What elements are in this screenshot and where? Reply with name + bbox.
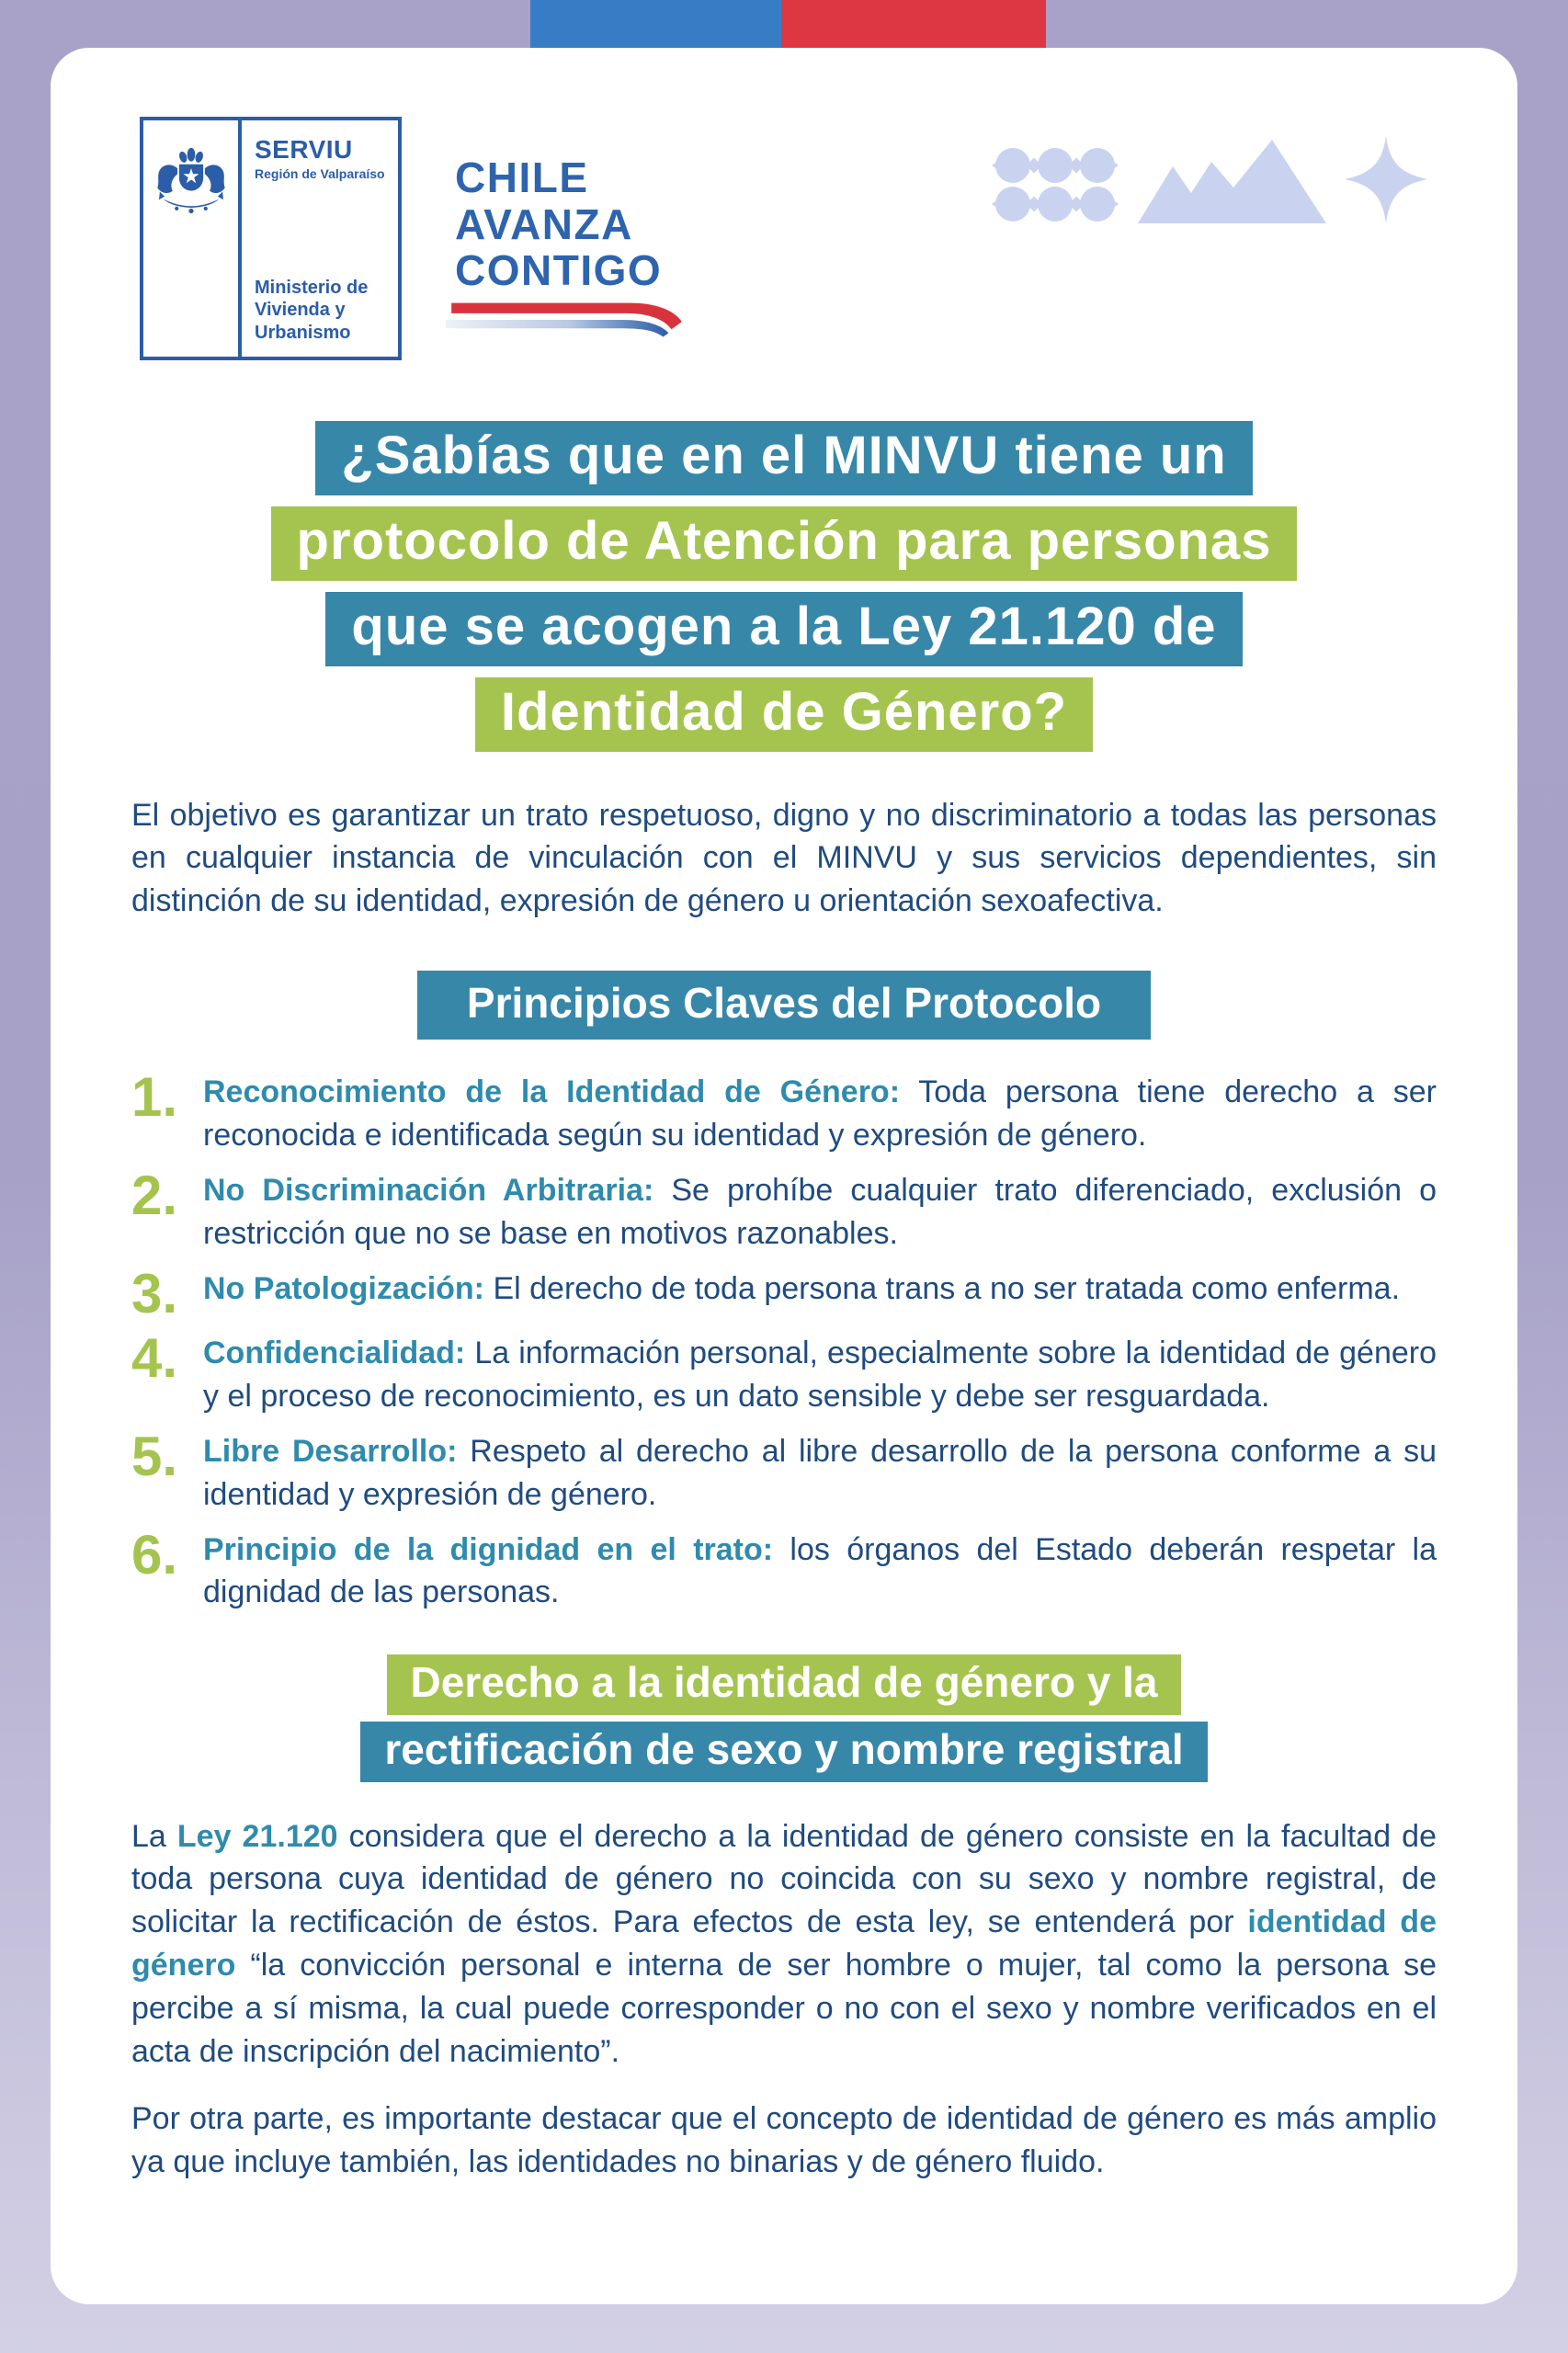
title-line-row-4 bbox=[131, 677, 1437, 752]
principle-item-6 bbox=[131, 1523, 1437, 1615]
brand-line-3: CONTIGO bbox=[455, 246, 663, 295]
body-text: La bbox=[131, 1818, 177, 1854]
principle-text: Principio de la dignidad en el trato: los órganos del Estado deberán respetar la dignidad de las personas. bbox=[203, 1531, 1437, 1610]
title-line-4: Identidad de Género? bbox=[475, 677, 1093, 752]
rights-heading-line-2: rectificación de sexo y nombre registral bbox=[360, 1722, 1207, 1782]
rights-heading bbox=[131, 1654, 1437, 1781]
keyword-text: identidad de género bbox=[131, 1904, 1437, 1984]
principle-text: Libre Desarrollo: Respeto al derecho al libre desarrollo de la persona conforme a su identidad y expresión de género. bbox=[203, 1433, 1437, 1512]
mountains-icon bbox=[1138, 136, 1326, 223]
principle-label: No Patologización: bbox=[203, 1270, 484, 1306]
principle-label: No Discriminación Arbitraria: bbox=[203, 1173, 654, 1209]
principles-heading-wrap bbox=[131, 971, 1437, 1040]
body-text: considera que el derecho a la identidad de género consiste en la facultad de toda persona cuya identidad de género no coincida con su sexo y nombre registral, de solicitar la rectificación de éstos. Para efectos de esta ley, se entenderá por bbox=[131, 1818, 1437, 1940]
logo-emblem-cell bbox=[143, 120, 242, 357]
principle-text: No Discriminación Arbitraria: Se prohíbe cualquier trato diferenciado, exclusión o restricción que no se base en motivos razonables. bbox=[203, 1173, 1437, 1251]
principle-text: Confidencialidad: La información personal, especialmente sobre la identidad de género y el proceso de reconocimiento, es un dato sensible y debe ser resguardada. bbox=[203, 1335, 1437, 1414]
rights-heading-row-2 bbox=[131, 1722, 1437, 1782]
brand-line-1: CHILE bbox=[455, 153, 589, 201]
principle-number: 4. bbox=[131, 1326, 178, 1389]
intro-paragraph: El objetivo es garantizar un trato respetuoso, digno y no discriminatorio a todas las personas en cualquier instancia de vinculación con el MINVU y sus servicios dependientes, sin distinción de su identidad, expresión de género u orientación sexoafectiva. bbox=[131, 797, 1437, 919]
principle-number: 2. bbox=[131, 1165, 178, 1227]
title-line-row-1 bbox=[131, 421, 1437, 495]
title-line-1: ¿Sabías que en el MINVU tiene un bbox=[315, 421, 1252, 495]
brand-line-2: AVANZA bbox=[455, 199, 633, 248]
principle-label: Libre Desarrollo: bbox=[203, 1433, 458, 1469]
principle-label: Principio de la dignidad en el trato: bbox=[203, 1531, 774, 1567]
decorative-shapes bbox=[991, 136, 1427, 223]
rights-paragraph-1 bbox=[131, 1815, 1437, 2074]
principle-number: 5. bbox=[131, 1425, 178, 1487]
rights-heading-row-1 bbox=[131, 1654, 1437, 1715]
brand-swoosh-icon bbox=[446, 298, 690, 338]
principles-heading: Principios Claves del Protocolo bbox=[417, 971, 1151, 1040]
serviu-logo bbox=[140, 117, 402, 360]
principle-text: Reconocimiento de la Identidad de Género: Toda persona tiene derecho a ser reconocida e identificada según su identidad y expresión de género. bbox=[203, 1074, 1437, 1154]
principle-number: 6. bbox=[131, 1523, 178, 1586]
rights-heading-line-1: Derecho a la identidad de género y la bbox=[387, 1654, 1182, 1715]
main-title bbox=[131, 421, 1437, 752]
logo-ministry-label: Ministerio de Vivienda y Urbanismo bbox=[255, 277, 369, 343]
principle-item-1 bbox=[131, 1066, 1437, 1157]
chile-avanza-contigo-logo bbox=[455, 154, 662, 294]
principle-text: No Patologización: El derecho de toda persona trans a no ser tratada como enferma. bbox=[203, 1270, 1401, 1306]
principle-label: Confidencialidad: bbox=[203, 1335, 466, 1370]
rights-paragraph-2: Por otra parte, es importante destacar que el concepto de identidad de género es más amplio ya que incluye también, las identidades no binarias y de género fluido. bbox=[131, 2100, 1437, 2179]
logo-region-label: Región de Valparaíso bbox=[255, 166, 385, 181]
principle-item-5 bbox=[131, 1425, 1437, 1517]
title-line-2: protocolo de Atención para personas bbox=[271, 506, 1298, 581]
chile-coat-of-arms-icon bbox=[153, 142, 230, 222]
logo-text-cell bbox=[242, 120, 398, 357]
title-line-row-3 bbox=[131, 592, 1437, 666]
header bbox=[131, 48, 1437, 366]
sparkle-icon bbox=[1345, 136, 1427, 223]
title-line-row-2 bbox=[131, 506, 1437, 581]
body-text: “la convicción personal e interna de ser hombre o mujer, tal como la persona se percibe a sí misma, la cual puede corresponder o no con el sexo y nombre verificados en el acta de inscripción del nacimiento”. bbox=[131, 1948, 1437, 2070]
top-red-bar bbox=[781, 0, 1046, 49]
top-blue-bar bbox=[530, 0, 781, 49]
dots-pattern-icon bbox=[991, 146, 1119, 223]
logo-serviu-label: SERVIU bbox=[255, 135, 353, 164]
content-card bbox=[51, 48, 1517, 2304]
principle-label: Reconocimiento de la Identidad de Género: bbox=[203, 1074, 901, 1110]
principle-item-2 bbox=[131, 1165, 1437, 1256]
principles-list bbox=[131, 1066, 1437, 1614]
principle-item-3 bbox=[131, 1262, 1437, 1324]
keyword-text: Ley 21.120 bbox=[176, 1818, 338, 1854]
principle-number: 1. bbox=[131, 1066, 178, 1129]
principle-number: 3. bbox=[131, 1262, 178, 1324]
principle-item-4 bbox=[131, 1326, 1437, 1418]
title-line-3: que se acogen a la Ley 21.120 de bbox=[325, 592, 1242, 666]
